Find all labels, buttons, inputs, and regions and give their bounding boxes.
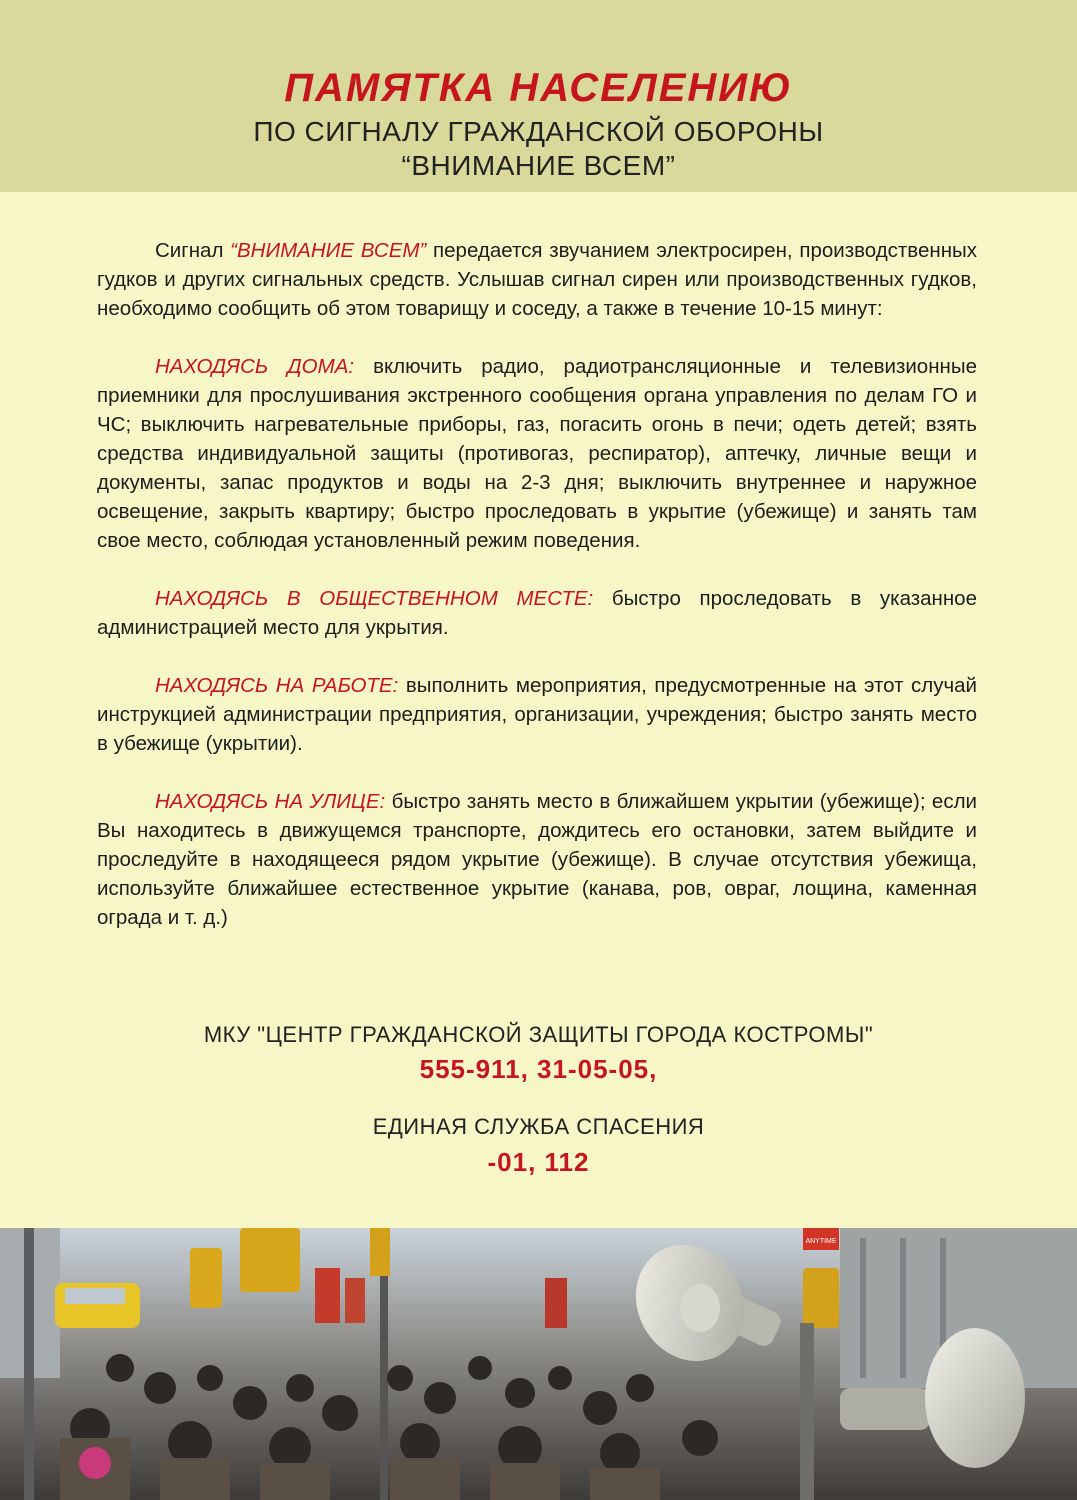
- intro-prefix: Сигнал: [155, 239, 231, 262]
- section-text: выполнить мероприятия, предусмотренные на этот случай инструкцией администрации предприятия, организации, учреждения; быстро занять место в убежище (укрытии).: [97, 674, 977, 755]
- intro-paragraph: [97, 236, 977, 323]
- intro-text: передается звучанием электросирен, производственных гудков и других сигнальных средств. Услышав сигнал сирен или производственных гудков, необходимо сообщить об этом товарищу и соседу, а также в течение 10-15 минут:: [97, 239, 977, 320]
- section-heading: НАХОДЯСЬ НА РАБОТЕ:: [155, 674, 399, 697]
- org-name: МКУ "ЦЕНТР ГРАЖДАНСКОЙ ЗАЩИТЫ ГОРОДА КОСТРОМЫ": [203, 1022, 874, 1047]
- section-heading: НАХОДЯСЬ ДОМА:: [155, 355, 355, 378]
- rescue-service-name: ЕДИНАЯ СЛУЖБА СПАСЕНИЯ: [372, 1114, 705, 1139]
- section-text: включить радио, радиотрансляционные и телевизионные приемники для прослушивания экстренного сообщения органа управления по делам ГО и ЧС; выключить нагревательные приборы, газ, погасить огонь в печи; одеть детей; взять средства индивидуальной защиты (противогаз, респиратор), аптечку, личные вещи и документы, запас продуктов и воды на 2-3 дня; выключить внутреннее и наружное освещение, закрыть квартиру; быстро проследовать в укрытие (убежище) и занять там свое место, соблюдая установленный режим поведения.: [97, 355, 977, 552]
- page-title: ПАМЯТКА НАСЕЛЕНИЮ: [284, 66, 793, 110]
- page-subtitle-line1: ПО СИГНАЛУ ГРАЖДАНСКОЙ ОБОРОНЫ: [253, 116, 824, 147]
- section-heading: НАХОДЯСЬ НА УЛИЦЕ:: [155, 790, 386, 813]
- rescue-phones: -01, 112: [487, 1147, 590, 1177]
- section-text: быстро занять место в ближайшем укрытии (убежище); если Вы находитесь в движущемся транспорте, дождитесь его остановки, затем выйдите и проследуйте в находящееся рядом укрытие (убежище). В случае отсутствия убежища, используйте ближайшее естественное укрытие (канава, ров, овраг, лощина, каменная ограда и т. д.): [97, 790, 977, 929]
- street-sign-text: ANYTIME: [805, 1238, 837, 1245]
- page-subtitle-line2: “ВНИМАНИЕ ВСЕМ”: [401, 150, 676, 181]
- section-street: [97, 787, 977, 932]
- section-text: быстро проследовать в указанное администрацией место для укрытия.: [97, 587, 977, 639]
- section-public-place: [97, 584, 977, 642]
- crowd-photo: [0, 1228, 1077, 1500]
- section-work: [97, 671, 977, 758]
- section-home: [97, 352, 977, 555]
- memo-body: [97, 236, 977, 961]
- section-heading: НАХОДЯСЬ В ОБЩЕСТВЕННОМ МЕСТЕ:: [155, 587, 594, 610]
- org-phones: 555-911, 31-05-05,: [419, 1054, 658, 1084]
- signal-name: “ВНИМАНИЕ ВСЕМ”: [230, 239, 427, 262]
- header-band: [0, 0, 1077, 192]
